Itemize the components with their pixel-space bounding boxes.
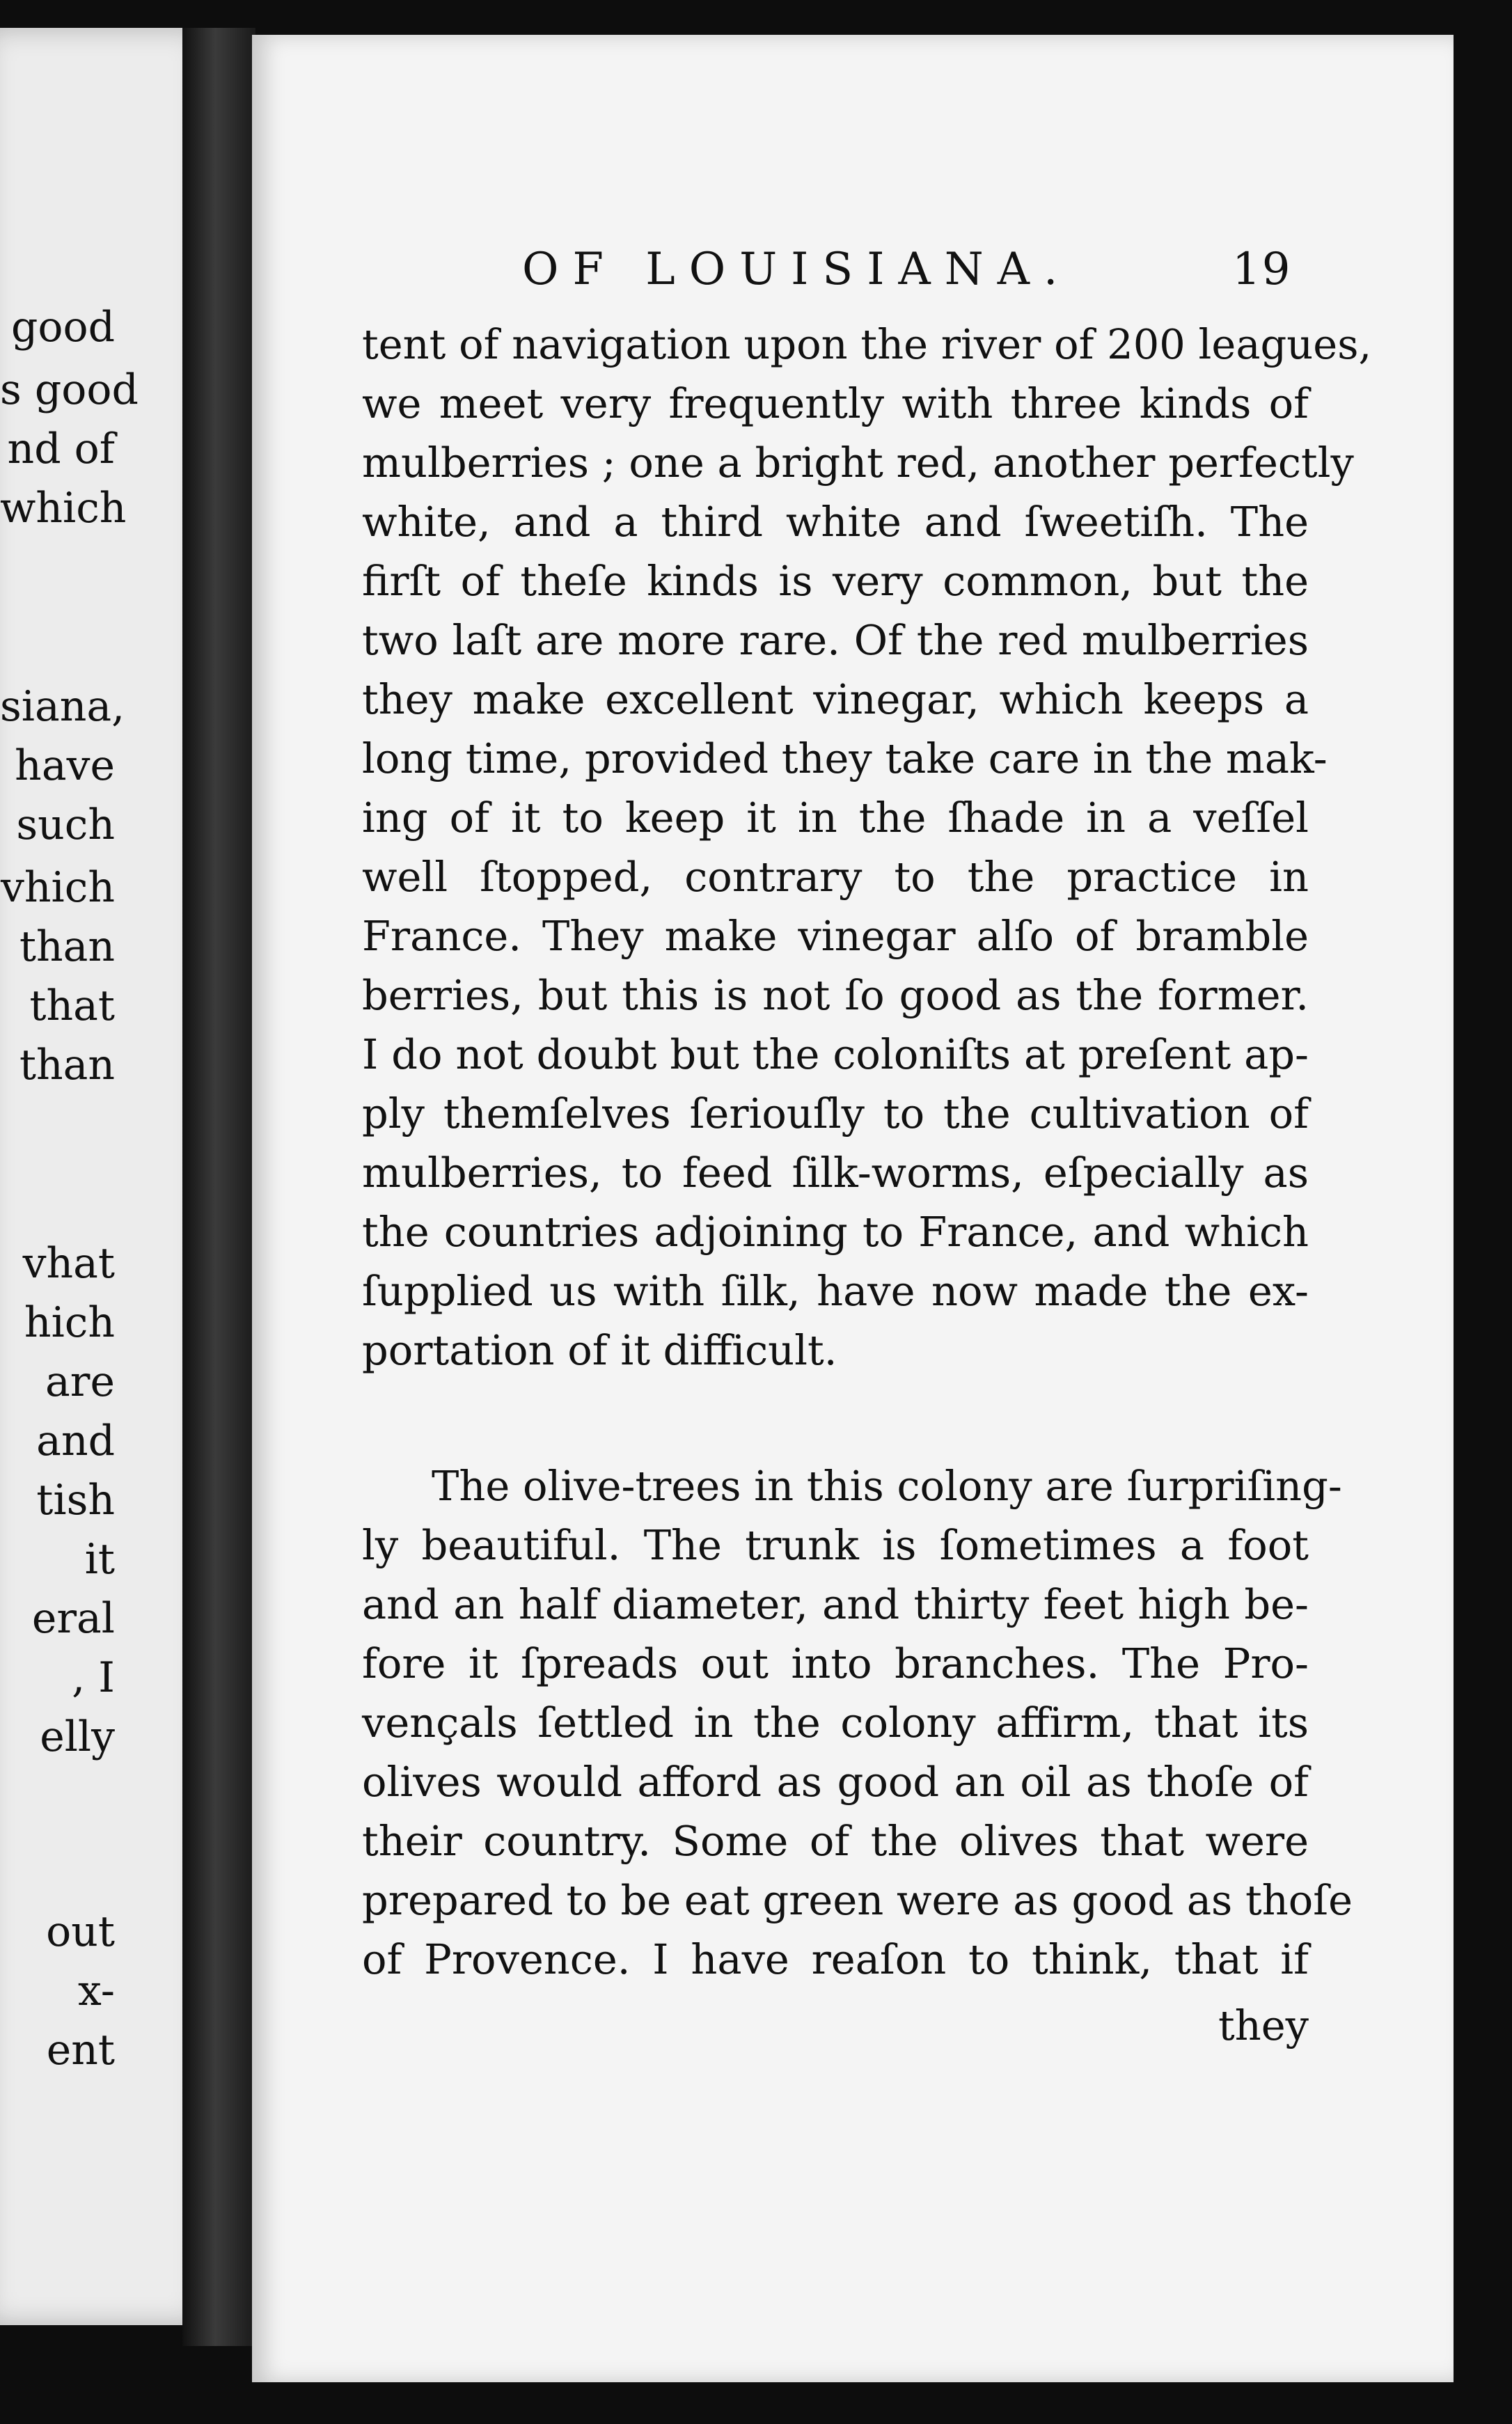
left-page-fragment: that — [29, 982, 115, 1030]
text-line: and an half diameter, and thirty feet high be- — [362, 1580, 1309, 1628]
left-page-fragment: than — [19, 922, 115, 971]
left-page-fragment: are — [45, 1357, 115, 1406]
book-spine — [182, 28, 255, 2346]
text-line: olives would afford as good an oil as thoſe of — [362, 1758, 1309, 1806]
text-line: ply themſelves ſeriouſly to the cultivation of — [362, 1089, 1309, 1138]
left-page-fragment: and — [36, 1417, 115, 1465]
text-line: two laſt are more rare. Of the red mulberries — [362, 616, 1309, 664]
catchword: they — [1218, 2001, 1309, 2049]
left-page-fragment: it — [84, 1535, 115, 1584]
left-page-fragment: s good — [0, 365, 139, 414]
text-line: long time, provided they take care in the mak- — [362, 734, 1328, 782]
text-line: tent of navigation upon the river of 200 leagues, — [362, 320, 1372, 368]
left-page-fragment: out — [46, 1907, 115, 1956]
text-line: well ſtopped, contrary to the practice in — [362, 853, 1309, 901]
text-line: white, and a third white and ſweetiſh. The — [362, 498, 1309, 546]
text-line: the countries adjoining to France, and which — [362, 1208, 1309, 1256]
text-line: we meet very frequently with three kinds of — [362, 379, 1309, 427]
left-page-fragment: have — [15, 741, 115, 790]
text-line: berries, but this is not ſo good as the former. — [362, 971, 1309, 1019]
text-line: The olive-trees in this colony are ſurpriſing- — [432, 1462, 1342, 1510]
left-page-fragment: siana, — [0, 682, 125, 731]
text-line: France. They make vinegar alſo of bramble — [362, 912, 1309, 960]
left-page-fragment: nd of — [7, 425, 115, 473]
text-line: prepared to be eat green were as good as thoſe — [362, 1876, 1353, 1924]
text-line: their country. Some of the olives that were — [362, 1817, 1309, 1865]
left-page-fragment: ent — [46, 2026, 115, 2075]
left-page-fragment: hich — [24, 1298, 115, 1347]
text-line: vençals ſettled in the colony affirm, that its — [362, 1699, 1309, 1747]
text-line: firſt of theſe kinds is very common, but the — [362, 557, 1309, 605]
left-page-fragment: good — [10, 303, 115, 352]
text-line: ly beautiful. The trunk is ſometimes a foot — [362, 1521, 1309, 1569]
text-line: portation of it difficult. — [362, 1326, 837, 1374]
text-line: fore it ſpreads out into branches. The Pro- — [362, 1639, 1309, 1687]
left-page-fragment: x- — [77, 1967, 115, 2015]
left-page-fragment: vhich — [1, 863, 115, 912]
left-page-fragment: eral — [31, 1594, 115, 1643]
left-page-fragment: vhat — [22, 1239, 115, 1288]
text-line: mulberries, to feed ſilk-worms, eſpecially as — [362, 1149, 1309, 1197]
left-page-fragment: than — [19, 1041, 115, 1089]
left-page-fragment: , I — [72, 1653, 115, 1702]
running-title: OF LOUISIANA. — [522, 244, 1072, 295]
left-page-fragment: tish — [36, 1476, 115, 1525]
text-line: mulberries ; one a bright red, another perfectly — [362, 439, 1354, 487]
left-page-fragment: which — [0, 484, 127, 533]
text-line: of Provence. I have reaſon to think, that if — [362, 1935, 1309, 1983]
left-page-fragment: elly — [40, 1713, 115, 1761]
left-page-fragment: such — [16, 801, 115, 849]
text-line: I do not doubt but the coloniſts at preſent ap- — [362, 1030, 1309, 1078]
page-number: 19 — [1232, 244, 1292, 295]
text-line: ſupplied us with ſilk, have now made the ex- — [362, 1267, 1309, 1315]
text-line: they make excellent vinegar, which keeps a — [362, 675, 1309, 723]
text-line: ing of it to keep it in the ſhade in a veſſel — [362, 794, 1309, 842]
